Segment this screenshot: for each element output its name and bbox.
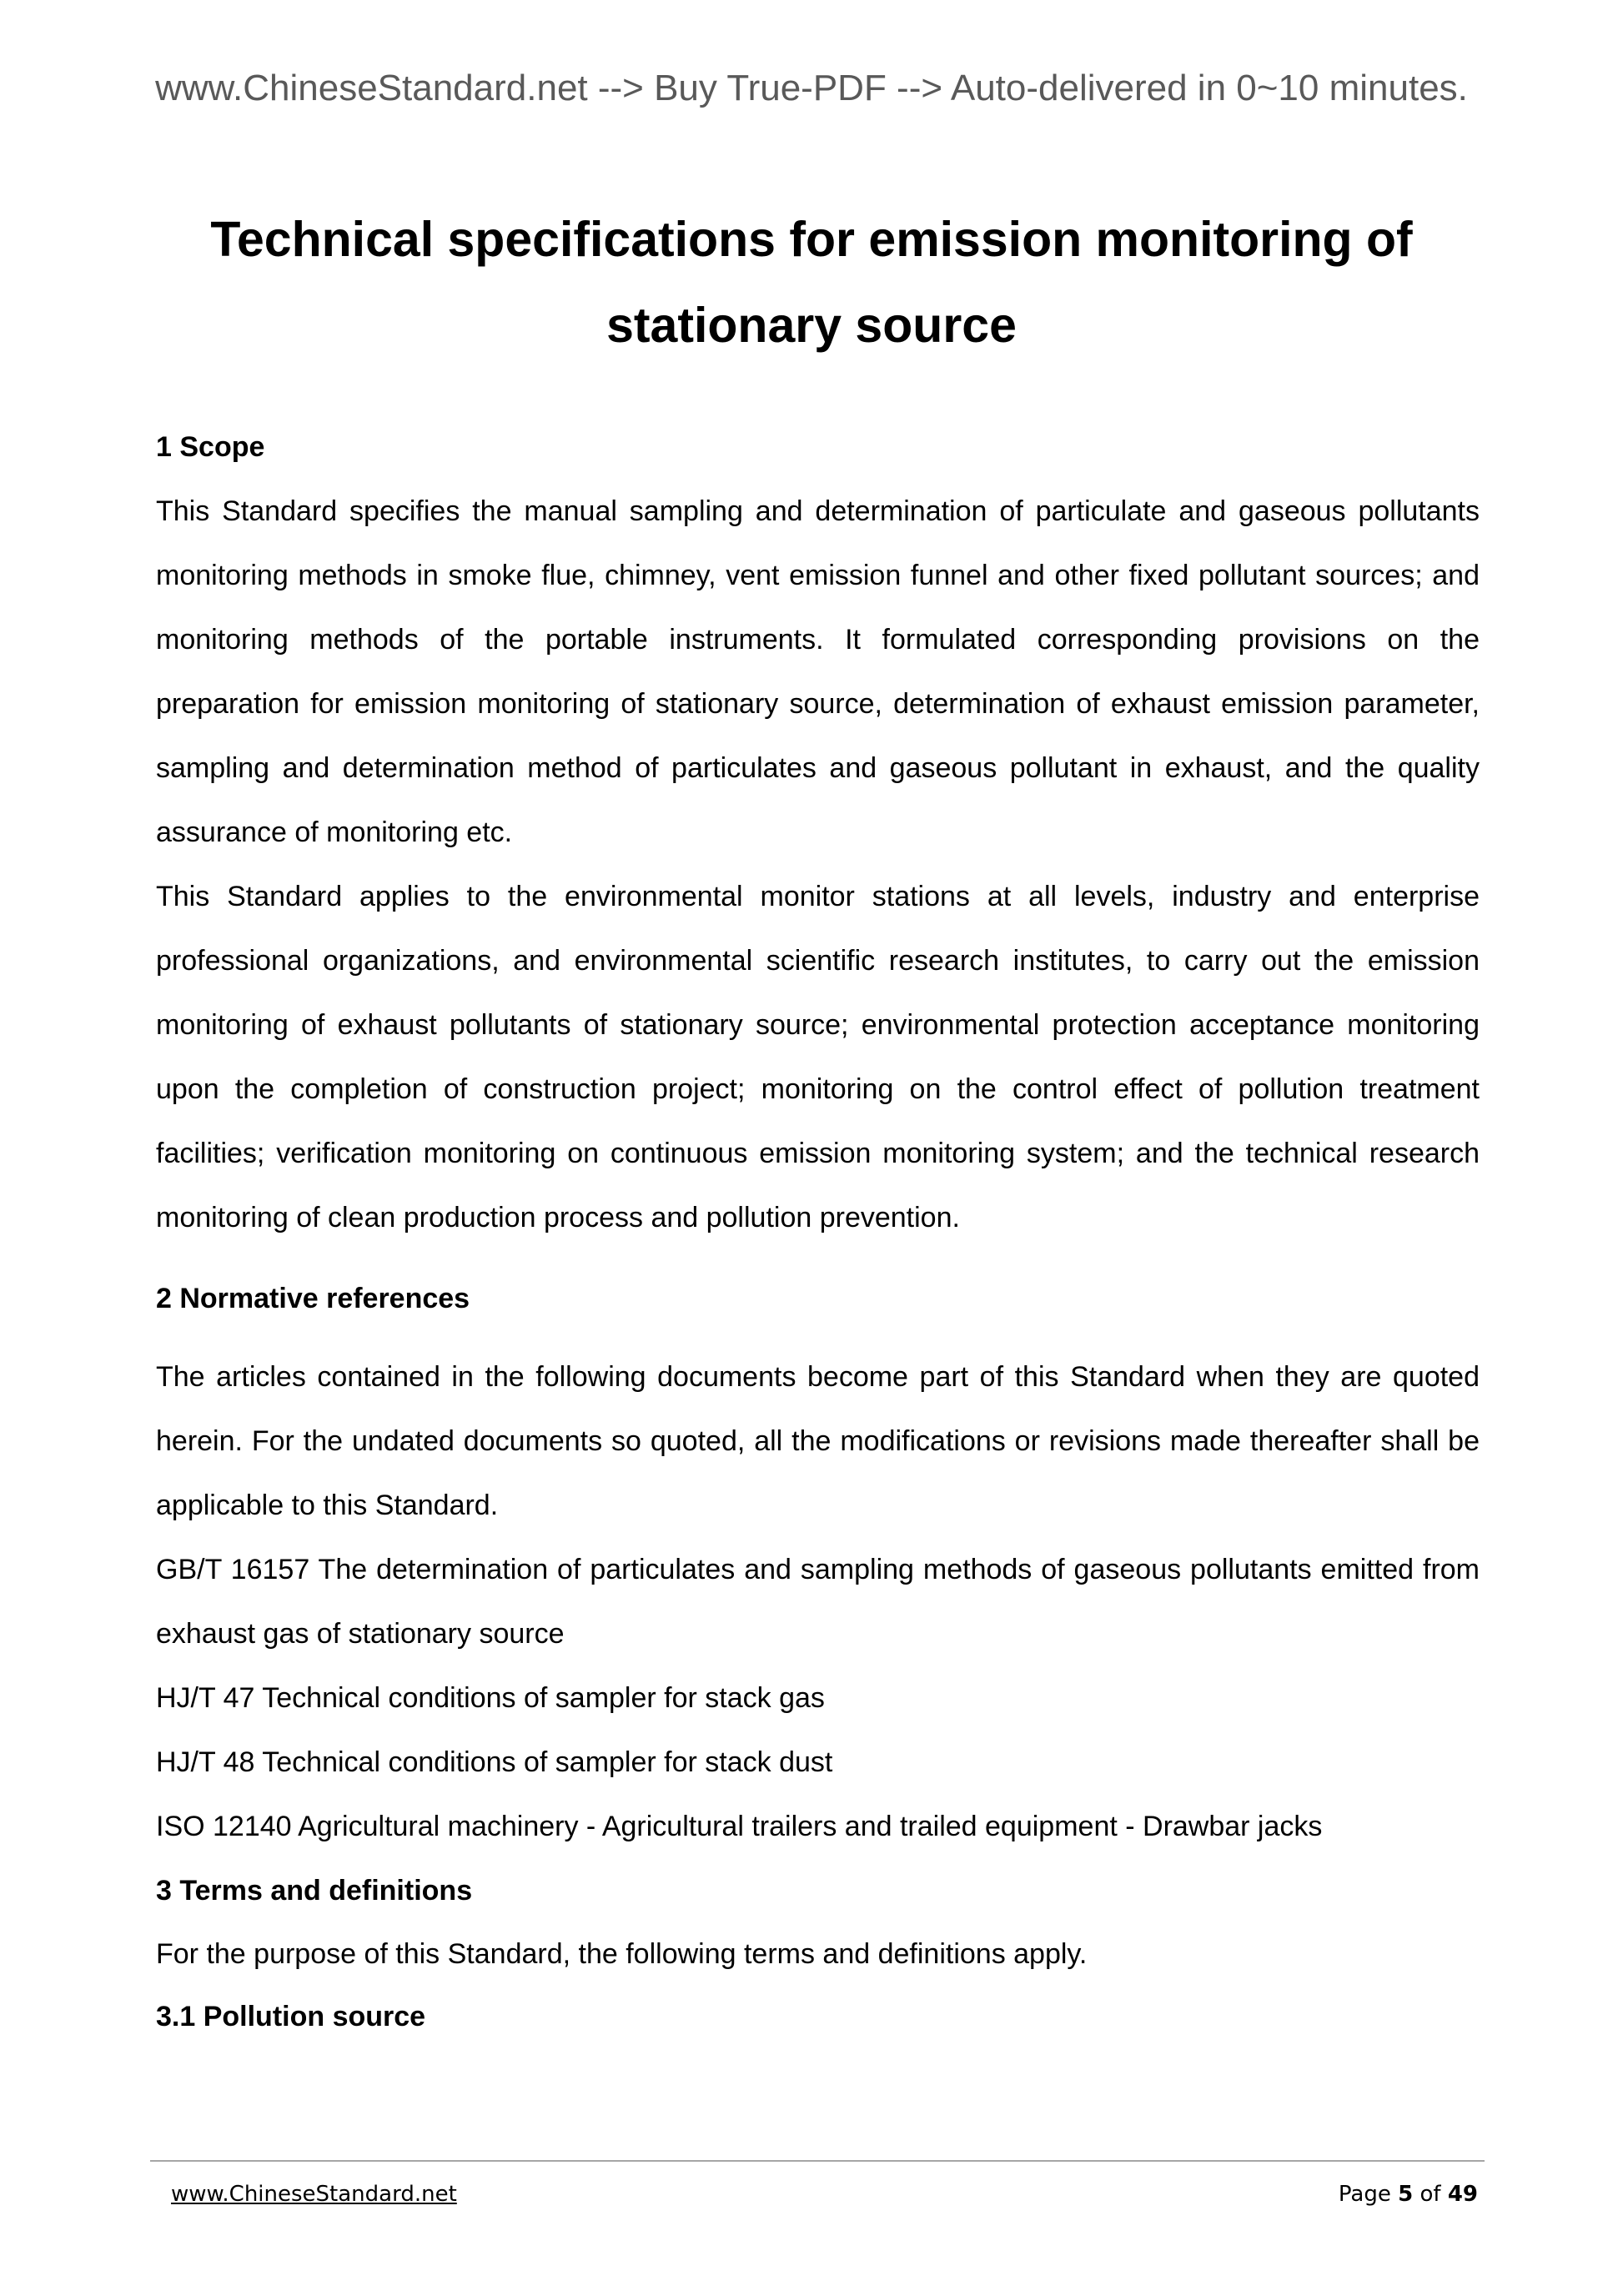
page-label: Page xyxy=(1338,2182,1391,2207)
references-intro: The articles contained in the following documents become part of this Standard when they are quoted herein. For the undated documents so quoted, all the modifications or revisions made thereafter shall be applicable to this Standard. xyxy=(156,1361,1480,1521)
reference-item: GB/T 16157 The determination of particulates and sampling methods of gaseous pollutants emitted from exhaust gas of stationary source xyxy=(156,1554,1480,1650)
section-heading-terms: 3 Terms and definitions xyxy=(156,1875,473,1907)
scope-paragraph-1: This Standard specifies the manual sampling and determination of particulate and gaseous pollutants monitoring methods in smoke flue, chimney, vent emission funnel and other fixed pollutant sources; and monitoring methods of the portable instruments. It formulated corresponding provisions on the preparation for emission monitoring of stationary source, determination of exhaust emission parameter, sampling and determination method of particulates and gaseous pollutant in exhaust, and the quality assurance of monitoring etc. xyxy=(156,495,1480,848)
terms-intro: For the purpose of this Standard, the following terms and definitions apply. xyxy=(156,1938,1088,1970)
scope-paragraph-2: This Standard applies to the environmental monitor stations at all levels, industry and enterprise professional organizations, and environmental scientific research institutes, to carry out the emission monitoring of exhaust pollutants of stationary source; environmental protection acceptance monitoring upon the completion of construction project; monitoring on the control effect of pollution treatment facilities; verification monitoring on continuous emission monitoring system; and the technical research monitoring of clean production process and pollution prevention. xyxy=(156,881,1480,1233)
title-line-1: Technical specifications for emission monitoring of xyxy=(210,212,1413,267)
title-line-2: stationary source xyxy=(606,298,1017,353)
section-heading-scope: 1 Scope xyxy=(156,431,265,463)
reference-item: ISO 12140 Agricultural machinery - Agricultural trailers and trailed equipment - Drawbar jacks xyxy=(156,1811,1323,1842)
document-title xyxy=(125,197,1498,369)
subsection-heading-pollution-source: 3.1 Pollution source xyxy=(156,2001,426,2032)
reference-item: HJ/T 47 Technical conditions of sampler for stack gas xyxy=(156,1682,825,1714)
page-current: 5 xyxy=(1398,2182,1414,2207)
footer-divider xyxy=(150,2160,1485,2162)
page-number xyxy=(1339,2182,1478,2207)
reference-item: HJ/T 48 Technical conditions of sampler for stack dust xyxy=(156,1746,833,1778)
page-total: 49 xyxy=(1447,2182,1478,2207)
document-body xyxy=(156,429,1480,2035)
site-banner: www.ChineseStandard.net --> Buy True-PDF --> Auto-delivered in 0~10 minutes. xyxy=(155,68,1468,108)
footer-site-link[interactable]: www.ChineseStandard.net xyxy=(171,2182,457,2207)
page-of-label: of xyxy=(1419,2182,1441,2207)
section-heading-references: 2 Normative references xyxy=(156,1283,470,1314)
